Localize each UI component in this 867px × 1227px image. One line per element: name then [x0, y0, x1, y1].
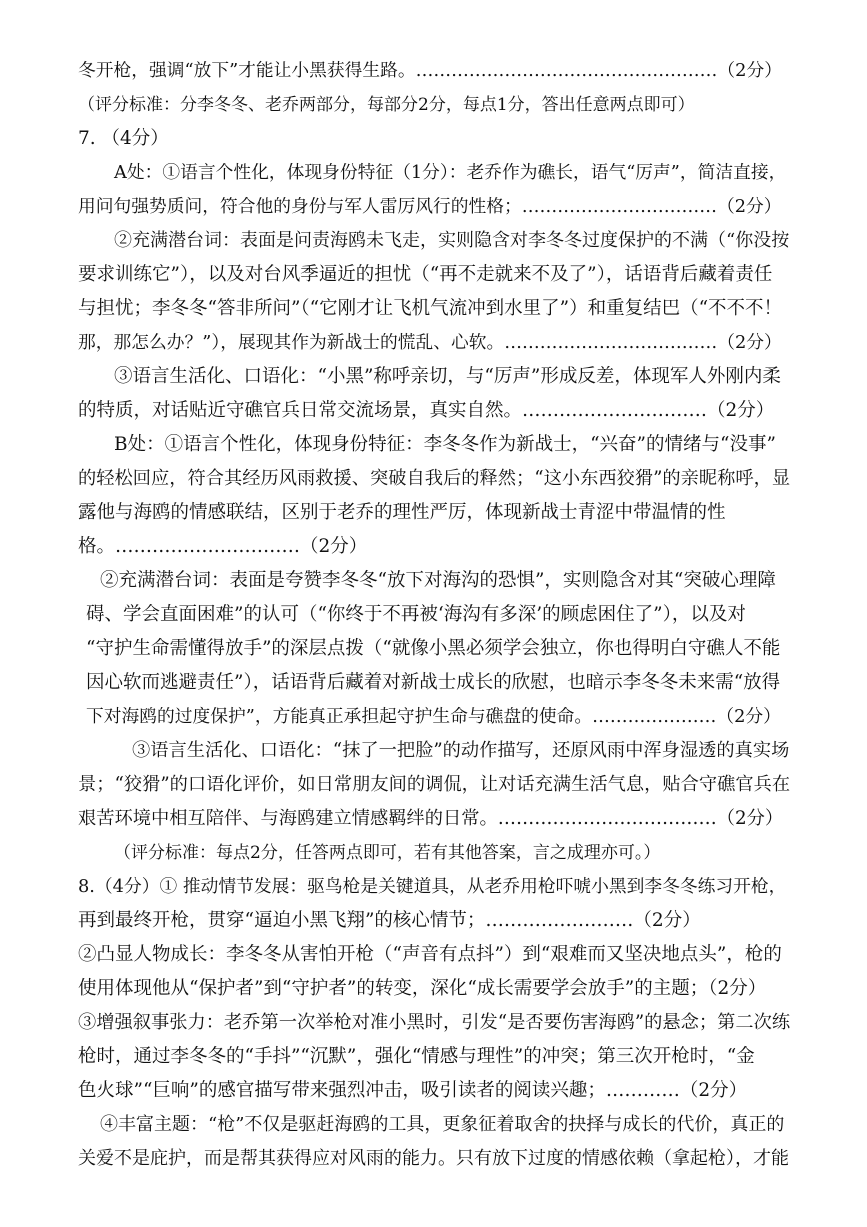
text-line: ③语言生活化、口语化：“抹了一把脸”的动作描写，还原风雨中浑身湿透的真实场: [132, 740, 790, 761]
text-line: 那，那怎么办？”），展现其作为新战士的慌乱、心软。………………………………（2分）: [78, 333, 782, 353]
question-heading: 7. （4分）: [78, 128, 169, 149]
text-line: 使用体现他从“保护者”到“守护者”的转变，深化“成长需要学会放手”的主题；（2分）: [78, 978, 767, 999]
text-line: 艰苦环境中相互陪伴、与海鸥建立情感羁绊的日常。………………………………（2分）: [78, 808, 784, 829]
text-line: 碍、学会直面困难”的认可（“你终于不再被‘海沟有多深’的顾虑困住了”），以及对: [86, 604, 746, 625]
text-line: A处：①语言个性化，体现身份特征（1分）：老乔作为礁长，语气“厉声”，简洁直接，: [114, 163, 787, 183]
text-line: 用问句强势质问，符合他的身份与军人雷厉风行的性格；……………………………（2分）: [78, 197, 782, 217]
text-line: ②凸显人物成长：李冬冬从害怕开枪（“声音有点抖”）到“艰难而又坚决地点头”，枪的: [78, 944, 782, 965]
text-line: 下对海鸥的过度保护”，方能真正承担起守护生命与礁盘的使命。…………………（2分）: [86, 707, 781, 727]
text-line: 因心软而逃避责任”），话语背后藏着对新战士成长的欣慰，也暗示李冬冬未来需“放得: [86, 672, 781, 693]
text-line: B处：①语言个性化，体现身份特征：李冬冬作为新战士，“兴奋”的情绪与“没事”: [114, 434, 776, 455]
text-line: 格。…………………………（2分）: [78, 536, 368, 557]
text-line: “守护生命需懂得放手”的深层点拨（“就像小黑必须学会独立，你也得明白守礁人不能: [86, 638, 781, 659]
text-line: 露他与海鸥的情感联结，区别于老乔的理性严厉，体现新战士青涩中带温情的性: [78, 502, 726, 523]
scoring-note: （评分标准：每点2分，任答两点即可，若有其他答案，言之成理亦可。）: [114, 843, 661, 863]
text-line: 与担忧；李冬冬“答非所问”（“它刚才让飞机气流冲到水里了”）和重复结巴（“不不不！: [78, 298, 783, 319]
text-line: 枪时，通过李冬冬的“手抖”“沉默”，强化“情感与理性”的冲突；第三次开枪时，“金: [78, 1046, 755, 1067]
text-line: 冬开枪，强调“放下”才能让小黑获得生路。……………………………………………（2分）: [78, 61, 782, 81]
text-line: ③语言生活化、口语化：“小黑”称呼亲切，与“厉声”形成反差，体现军人外刚内柔: [114, 366, 781, 387]
text-line: ③增强叙事张力：老乔第一次举枪对准小黑时，引发“是否要伤害海鸥”的悬念；第二次练: [78, 1012, 791, 1033]
text-line: 色火球”“巨响”的感官描写带来强烈冲击，吸引读者的阅读兴趣；…………（2分）: [78, 1080, 748, 1101]
text-line: 再到最终开枪，贯穿“逼迫小黑飞翔”的核心情节；……………………（2分）: [78, 910, 701, 931]
text-line: ②充满潜台词：表面是问责海鸥未飞走，实则隐含对李冬冬过度保护的不满（“你没按: [114, 230, 790, 251]
text-line: 8.（4分）① 推动情节发展：驱鸟枪是关键道具，从老乔用枪吓唬小黑到李冬冬练习开枪，: [78, 877, 787, 897]
text-line: 的轻松回应，符合其经历风雨救援、突破自我后的释然；“这小东西狡猾”的亲昵称呼，显: [78, 468, 791, 489]
text-line: 的特质，对话贴近守礁官兵日常交流场景，真实自然。…………………………（2分）: [78, 400, 775, 421]
text-line: 关爱不是庇护，而是帮其获得应对风雨的能力。只有放下过度的情感依赖（拿起枪），才能: [78, 1148, 789, 1169]
scoring-note: （评分标准：分李冬冬、老乔两部分，每部分2分，每点1分，答出任意两点即可）: [78, 95, 695, 115]
text-line: ②充满潜台词：表面是夸赞李冬冬“放下对海沟的恐惧”，实则隐含对其“突破心理障: [100, 570, 776, 591]
text-line: ④丰富主题：“枪”不仅是驱赶海鸥的工具，更象征着取舍的抉择与成长的代价，真正的: [100, 1114, 785, 1135]
text-line: 景；“狡猾”的口语化评价，如日常朋友间的调侃，让对话充满生活气息，贴合守礁官兵在: [78, 774, 791, 795]
text-line: 要求训练它”），以及对台风季逼近的担忧（“再不走就来不及了”），话语背后藏着责任: [78, 264, 773, 285]
